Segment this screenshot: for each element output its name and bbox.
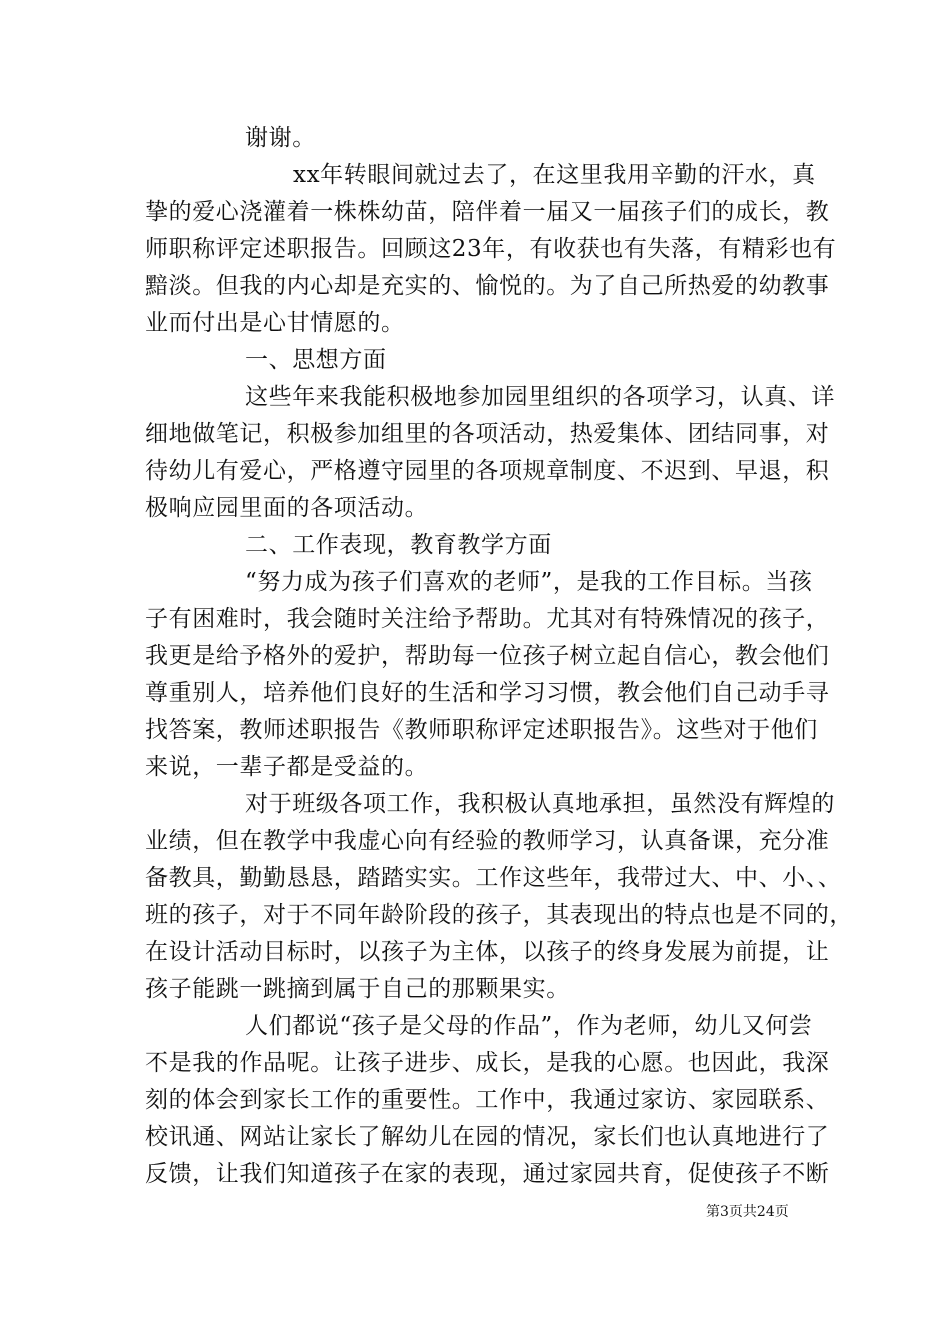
text-line: 业而付出是心甘情愿的。: [145, 310, 405, 336]
text-line: 我更是给予格外的爱护，帮助每一位孩子树立起自信心，教会他们: [145, 643, 830, 669]
text-line: 尊重别人，培养他们良好的生活和学习习惯，教会他们自己动手寻: [145, 680, 830, 706]
page-number: 第3页共24页: [706, 1204, 789, 1220]
text-line: 在设计活动目标时，以孩子为主体，以孩子的终身发展为前提，让: [145, 939, 830, 965]
text-line: 细地做笔记，积极参加组里的各项活动，热爱集体、团结同事，对: [145, 421, 830, 447]
text-line: 来说，一辈子都是受益的。: [145, 754, 429, 780]
section-heading: 二、工作表现，教育教学方面: [245, 532, 552, 558]
text-line: 刻的体会到家长工作的重要性。工作中，我通过家访、家园联系、: [145, 1087, 830, 1113]
text-line: 极响应园里面的各项活动。: [145, 495, 429, 521]
text-line: 待幼儿有爱心，严格遵守园里的各项规章制度、不迟到、早退，积: [145, 458, 830, 484]
text-line: 师职称评定述职报告。回顾这23年，有收获也有失落，有精彩也有: [145, 236, 837, 262]
text-line: xx年转眼间就过去了，在这里我用辛勤的汗水，真: [293, 162, 816, 188]
text-line: “努力成为孩子们喜欢的老师”，是我的工作目标。当孩: [245, 569, 813, 595]
text-line: 挚的爱心浇灌着一株株幼苗，陪伴着一届又一届孩子们的成长，教: [145, 199, 830, 225]
text-line: 孩子能跳一跳摘到属于自己的那颗果实。: [145, 976, 570, 1002]
text-line: 反馈，让我们知道孩子在家的表现，通过家园共育，促使孩子不断: [145, 1161, 830, 1187]
text-line: 对于班级各项工作，我积极认真地承担，虽然没有辉煌的: [245, 791, 835, 817]
text-line: 班的孩子，对于不同年龄阶段的孩子，其表现出的特点也是不同的，: [145, 902, 853, 928]
text-line: 不是我的作品呢。让孩子进步、成长，是我的心愿。也因此，我深: [145, 1050, 830, 1076]
text-line: 人们都说“孩子是父母的作品”，作为老师，幼儿又何尝: [245, 1013, 813, 1039]
text-line: 黯淡。但我的内心却是充实的、愉悦的。为了自己所热爱的幼教事: [145, 273, 830, 299]
text-line: 找答案，教师述职报告《教师职称评定述职报告》。这些对于他们: [145, 717, 818, 743]
text-line: 校讯通、网站让家长了解幼儿在园的情况，家长们也认真地进行了: [145, 1124, 830, 1150]
text-line: 这些年来我能积极地参加园里组织的各项学习，认真、详: [245, 384, 835, 410]
text-line: 备教具，勤勤恳恳，踏踏实实。工作这些年，我带过大、中、小、、: [145, 865, 842, 891]
text-line: 业绩，但在教学中我虚心向有经验的教师学习，认真备课，充分准: [145, 828, 830, 854]
text-line: 子有困难时，我会随时关注给予帮助。尤其对有特殊情况的孩子，: [145, 606, 830, 632]
text-line: 谢谢。: [245, 125, 316, 151]
section-heading: 一、思想方面: [245, 347, 387, 373]
